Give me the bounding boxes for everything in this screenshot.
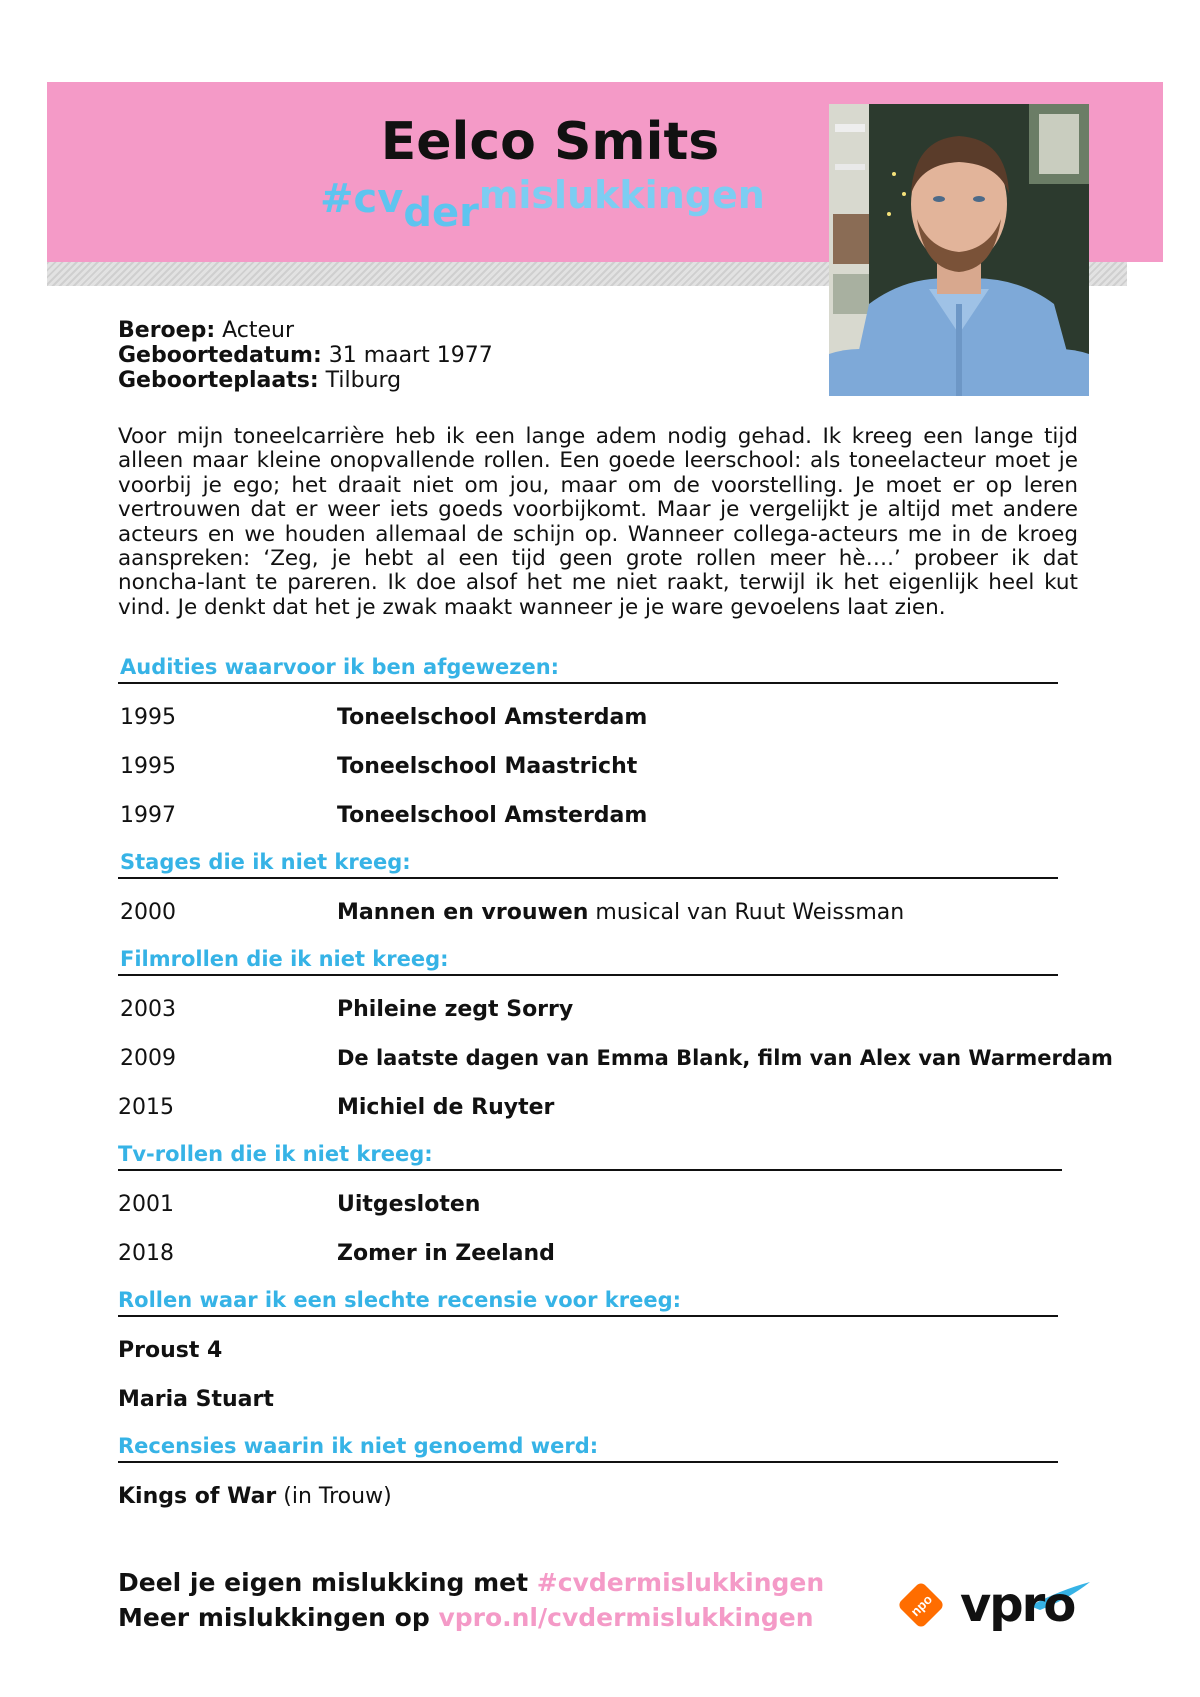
- row-year: 1995: [120, 705, 176, 730]
- beroep-value: Acteur: [215, 318, 295, 343]
- footer-hashtag: #cvdermislukkingen: [536, 1568, 825, 1597]
- bio-paragraph: Voor mijn toneelcarrière heb ik een lange adem nodig gehad. Ik kreeg een lange tijd alleen maar kleine onopvallende rollen. Een goede leerschool: als toneelacteur moet je voorbij je ego; het draait niet om jou, maar om de voorstelling. Je moet er op leren vertrouwen dat er weer iets goeds voorbijkomt. Maar je vergelijkt je altijd met andere acteurs en we houden allemaal de schijn op. Wanneer collega-acteurs me in de kroeg aanspreken: ‘Zeg, je hebt al een tijd geen grote rollen meer hè….’ probeer ik dat noncha-lant te pareren. Ik doe alsof het me niet raakt, terwijl ik het eigenlijk heel kut vind. Je denkt dat het je zwak maakt wanneer je je ware gevoelens laat zien.: [118, 424, 1078, 620]
- row-year: 1997: [120, 803, 176, 828]
- row-text: [337, 1241, 555, 1266]
- hashtag-der: der: [403, 190, 479, 236]
- geboortedatum-label: Geboortedatum:: [118, 343, 322, 368]
- footer-share-text: Deel je eigen mislukking met: [118, 1568, 537, 1597]
- row-year: 2018: [118, 1241, 174, 1266]
- row-title: Mannen en vrouwen: [337, 900, 589, 925]
- hashtag-logo: [320, 173, 820, 236]
- row-text: [337, 1046, 1113, 1070]
- row-year: 2000: [120, 900, 176, 925]
- row-title: Zomer in Zeeland: [337, 1241, 555, 1266]
- row-title: Toneelschool Amsterdam: [337, 705, 648, 730]
- row-title: Michiel de Ruyter: [337, 1095, 555, 1120]
- geboorteplaats-line: [118, 368, 493, 393]
- section-title-audities: Audities waarvoor ik ben afgewezen:: [120, 655, 560, 679]
- section-rule: [118, 1461, 1058, 1463]
- row-year: 2003: [120, 997, 176, 1022]
- row-year: 2001: [118, 1192, 174, 1217]
- geboortedatum-value: 31 maart 1977: [321, 343, 493, 368]
- section-title-film: Filmrollen die ik niet kreeg:: [120, 947, 449, 971]
- personal-details: [118, 318, 493, 393]
- row-detail: musical van Ruut Weissman: [588, 900, 905, 925]
- section-rule: [118, 1315, 1058, 1317]
- section-title-genoemd: Recensies waarin ik niet genoemd werd:: [118, 1434, 599, 1458]
- row-text: [337, 705, 647, 730]
- row-title: Toneelschool Amsterdam: [337, 803, 648, 828]
- row-title: Maria Stuart: [118, 1387, 274, 1412]
- footer-more-line: [118, 1603, 814, 1632]
- section-rule: [118, 682, 1058, 684]
- row-text: [337, 900, 904, 925]
- row-title: De laatste dagen van Emma Blank, film van Alex van Warmerdam: [337, 1046, 1113, 1070]
- vpro-logo: vpro: [960, 1577, 1075, 1633]
- row-title: Proust 4: [118, 1338, 223, 1363]
- section-rule: [118, 974, 1058, 976]
- section-rule: [118, 1169, 1062, 1171]
- section-title-recensie: Rollen waar ik een slechte recensie voor kreeg:: [118, 1288, 682, 1312]
- row-text: [337, 997, 573, 1022]
- section-rule: [118, 877, 1058, 879]
- row-text: [337, 754, 637, 779]
- section-title-stages: Stages die ik niet kreeg:: [120, 850, 411, 874]
- row-detail: (in Trouw): [276, 1484, 392, 1509]
- footer-url[interactable]: vpro.nl/cvdermislukkingen: [438, 1603, 814, 1632]
- row-text: [337, 1095, 554, 1120]
- portrait-photo: [829, 104, 1089, 396]
- footer-share-line: [118, 1568, 824, 1597]
- geboorteplaats-value: Tilburg: [318, 368, 402, 393]
- row-title: Toneelschool Maastricht: [337, 754, 638, 779]
- row-text: [337, 803, 647, 828]
- row-text: [337, 1192, 480, 1217]
- hashtag-mislukkingen: mislukkingen: [478, 173, 765, 217]
- hashtag-cv: #cv: [320, 176, 404, 222]
- row-year: 1995: [120, 754, 176, 779]
- npo-logo: [896, 1580, 946, 1630]
- row-title: Uitgesloten: [337, 1192, 481, 1217]
- geboortedatum-line: [118, 343, 493, 368]
- row-year: 2009: [120, 1046, 176, 1071]
- geboorteplaats-label: Geboorteplaats:: [118, 368, 319, 393]
- row-year: 2015: [118, 1095, 174, 1120]
- footer-more-text: Meer mislukkingen op: [118, 1603, 439, 1632]
- row-text: [118, 1387, 274, 1412]
- person-name: Eelco Smits: [380, 112, 720, 172]
- section-title-tv: Tv-rollen die ik niet kreeg:: [118, 1142, 433, 1166]
- beroep-line: [118, 318, 493, 343]
- row-text: [118, 1484, 392, 1509]
- beroep-label: Beroep:: [118, 318, 216, 343]
- npo-logo-text: npo: [907, 1591, 936, 1620]
- row-title: Kings of War: [118, 1484, 277, 1509]
- row-text: [118, 1338, 222, 1363]
- row-title: Phileine zegt Sorry: [337, 997, 574, 1022]
